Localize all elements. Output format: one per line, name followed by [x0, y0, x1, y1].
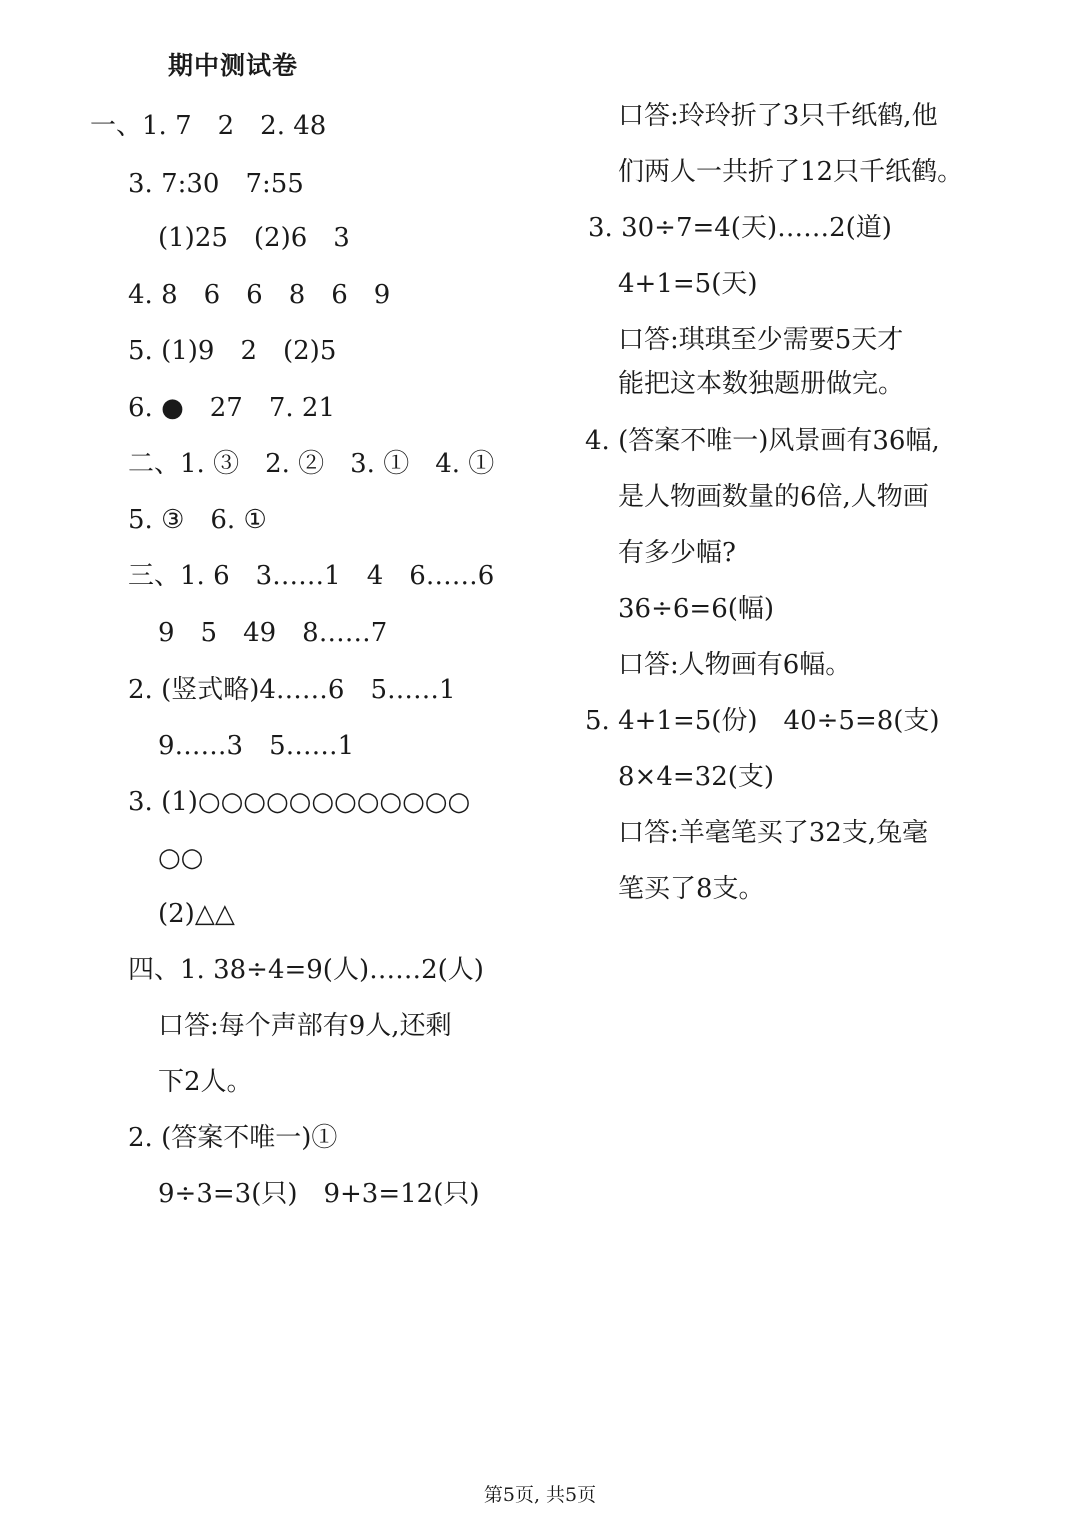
page-title: 期中测试卷 [168, 51, 299, 80]
answer-line: 口答:每个声部有9人,还剩 [158, 1011, 452, 1041]
answer-line: 3. (1)○○○○○○○○○○○○ [128, 787, 471, 817]
answer-line: 5. (1)9 2 (2)5 [128, 336, 337, 366]
answer-line: 2. (竖式略)4……6 5……1 [128, 675, 456, 705]
answer-line: 口答:玲玲折了3只千纸鹤,他 [618, 101, 938, 131]
answer-line: 笔买了8支。 [618, 874, 765, 904]
answer-line: 四、1. 38÷4=9(人)……2(人) [128, 955, 484, 985]
page-number: 第5页, 共5页 [483, 1484, 597, 1506]
answer-line: 二、1. ③ 2. ② 3. ① 4. ① [128, 449, 495, 479]
answer-line: (1)25 (2)6 3 [158, 223, 350, 253]
answer-line: 6. ● 27 7. 21 [128, 393, 335, 423]
answer-line: ○○ [158, 843, 204, 873]
answer-line: 口答:羊毫笔买了32支,兔毫 [618, 818, 929, 848]
answer-line: 口答:琪琪至少需要5天才 [618, 325, 904, 355]
answer-line: 3. 7:30 7:55 [128, 169, 304, 199]
answer-line: 是人物画数量的6倍,人物画 [618, 482, 929, 512]
answer-line: 9 5 49 8……7 [158, 618, 388, 648]
answer-line: 4. (答案不唯一)风景画有36幅, [585, 426, 940, 456]
answer-line: 5. ③ 6. ① [128, 505, 267, 535]
answer-line: 5. 4+1=5(份) 40÷5=8(支) [585, 706, 940, 736]
answer-line: 们两人一共折了12只千纸鹤。 [618, 157, 964, 187]
answer-line: 三、1. 6 3……1 4 6……6 [128, 561, 495, 591]
answer-line: 4+1=5(天) [618, 269, 758, 299]
answer-line: 2. (答案不唯一)① [128, 1123, 338, 1153]
answer-line: 36÷6=6(幅) [618, 594, 775, 624]
answer-line: 下2人。 [158, 1067, 253, 1097]
answer-line: 有多少幅? [618, 538, 736, 568]
answer-line: 8×4=32(支) [618, 762, 775, 792]
answer-line: 4. 8 6 6 8 6 9 [128, 280, 391, 310]
answer-line: 能把这本数独题册做完。 [618, 369, 905, 399]
answer-line: 3. 30÷7=4(天)……2(道) [588, 213, 892, 243]
answer-line: 9÷3=3(只) 9+3=12(只) [158, 1179, 480, 1209]
answer-line: 口答:人物画有6幅。 [618, 650, 852, 680]
answer-line: (2)△△ [158, 899, 235, 929]
answer-line: 一、1. 7 2 2. 48 [90, 111, 327, 141]
answer-line: 9……3 5……1 [158, 731, 355, 761]
